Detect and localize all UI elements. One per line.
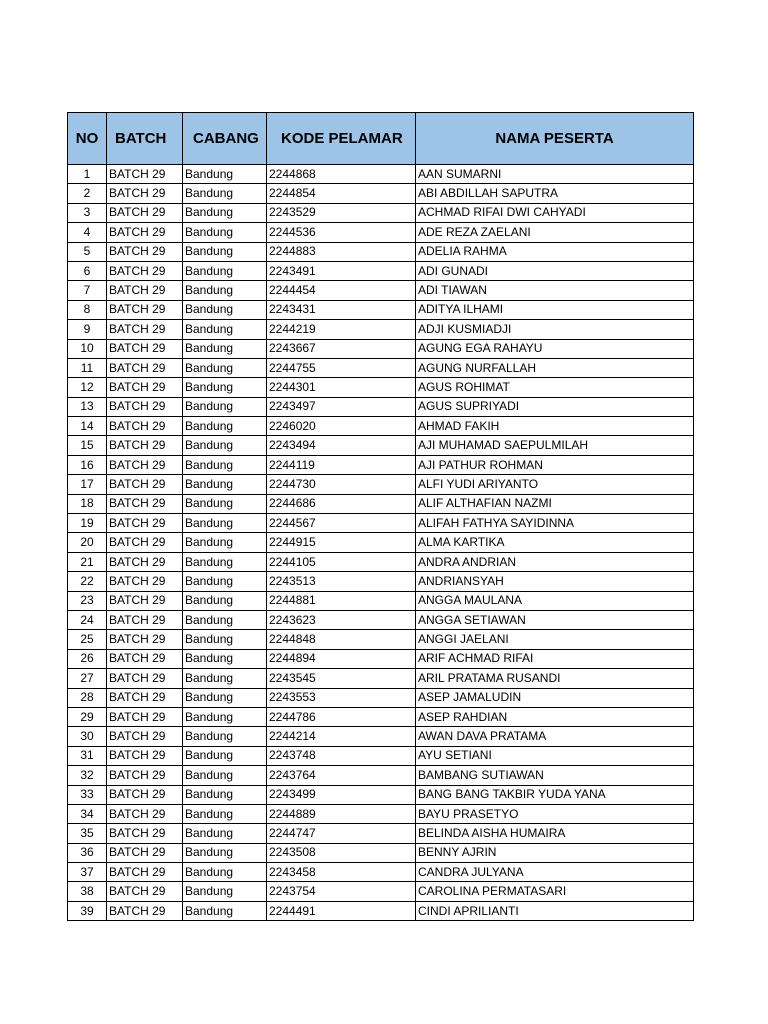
cell-no: 5 <box>68 242 107 261</box>
cell-kode-pelamar: 2244686 <box>267 494 416 513</box>
cell-no: 11 <box>68 358 107 377</box>
cell-nama-peserta: AJI MUHAMAD SAEPULMILAH <box>416 436 694 455</box>
cell-no: 20 <box>68 533 107 552</box>
cell-batch: BATCH 29 <box>107 766 183 785</box>
cell-no: 2 <box>68 184 107 203</box>
table-row <box>68 824 694 843</box>
cell-kode-pelamar: 2244454 <box>267 281 416 300</box>
cell-cabang: Bandung <box>183 572 267 591</box>
cell-cabang: Bandung <box>183 514 267 533</box>
cell-batch: BATCH 29 <box>107 901 183 920</box>
cell-cabang: Bandung <box>183 378 267 397</box>
cell-cabang: Bandung <box>183 417 267 436</box>
cell-nama-peserta: ADE REZA ZAELANI <box>416 223 694 242</box>
table-row <box>68 630 694 649</box>
cell-kode-pelamar: 2244301 <box>267 378 416 397</box>
cell-nama-peserta: BELINDA AISHA HUMAIRA <box>416 824 694 843</box>
cell-batch: BATCH 29 <box>107 184 183 203</box>
header-cabang: CABANG <box>183 113 267 165</box>
table-row <box>68 552 694 571</box>
cell-batch: BATCH 29 <box>107 223 183 242</box>
table-row <box>68 417 694 436</box>
cell-nama-peserta: ANDRA ANDRIAN <box>416 552 694 571</box>
cell-cabang: Bandung <box>183 630 267 649</box>
cell-kode-pelamar: 2243494 <box>267 436 416 455</box>
cell-no: 1 <box>68 165 107 184</box>
cell-cabang: Bandung <box>183 436 267 455</box>
cell-kode-pelamar: 2244730 <box>267 475 416 494</box>
table-row <box>68 591 694 610</box>
cell-cabang: Bandung <box>183 203 267 222</box>
cell-nama-peserta: CANDRA JULYANA <box>416 863 694 882</box>
cell-no: 7 <box>68 281 107 300</box>
cell-kode-pelamar: 2243553 <box>267 688 416 707</box>
cell-kode-pelamar: 2243764 <box>267 766 416 785</box>
cell-batch: BATCH 29 <box>107 300 183 319</box>
cell-batch: BATCH 29 <box>107 533 183 552</box>
cell-kode-pelamar: 2244786 <box>267 707 416 726</box>
table-row <box>68 843 694 862</box>
cell-no: 14 <box>68 417 107 436</box>
cell-nama-peserta: ADI TIAWAN <box>416 281 694 300</box>
table-row <box>68 455 694 474</box>
cell-cabang: Bandung <box>183 242 267 261</box>
cell-no: 29 <box>68 707 107 726</box>
cell-cabang: Bandung <box>183 766 267 785</box>
table-row <box>68 475 694 494</box>
cell-cabang: Bandung <box>183 475 267 494</box>
cell-cabang: Bandung <box>183 707 267 726</box>
cell-batch: BATCH 29 <box>107 572 183 591</box>
cell-kode-pelamar: 2244889 <box>267 804 416 823</box>
cell-cabang: Bandung <box>183 552 267 571</box>
cell-batch: BATCH 29 <box>107 203 183 222</box>
cell-batch: BATCH 29 <box>107 417 183 436</box>
cell-kode-pelamar: 2244105 <box>267 552 416 571</box>
cell-no: 22 <box>68 572 107 591</box>
cell-kode-pelamar: 2244755 <box>267 358 416 377</box>
table-row <box>68 397 694 416</box>
table-row <box>68 610 694 629</box>
cell-nama-peserta: ABI ABDILLAH SAPUTRA <box>416 184 694 203</box>
cell-no: 28 <box>68 688 107 707</box>
cell-nama-peserta: ALFI YUDI ARIYANTO <box>416 475 694 494</box>
table-row <box>68 804 694 823</box>
cell-nama-peserta: BENNY AJRIN <box>416 843 694 862</box>
cell-no: 32 <box>68 766 107 785</box>
cell-kode-pelamar: 2244536 <box>267 223 416 242</box>
cell-cabang: Bandung <box>183 785 267 804</box>
table-body <box>68 165 694 921</box>
cell-batch: BATCH 29 <box>107 320 183 339</box>
cell-no: 37 <box>68 863 107 882</box>
cell-nama-peserta: AHMAD FAKIH <box>416 417 694 436</box>
cell-kode-pelamar: 2243431 <box>267 300 416 319</box>
header-batch: BATCH <box>107 113 183 165</box>
cell-batch: BATCH 29 <box>107 378 183 397</box>
cell-no: 25 <box>68 630 107 649</box>
header-nama-peserta: NAMA PESERTA <box>416 113 694 165</box>
cell-cabang: Bandung <box>183 863 267 882</box>
cell-batch: BATCH 29 <box>107 475 183 494</box>
cell-nama-peserta: ALIFAH FATHYA SAYIDINNA <box>416 514 694 533</box>
cell-no: 21 <box>68 552 107 571</box>
table-row <box>68 649 694 668</box>
table-row <box>68 766 694 785</box>
cell-no: 3 <box>68 203 107 222</box>
table-row <box>68 572 694 591</box>
table-row <box>68 785 694 804</box>
cell-cabang: Bandung <box>183 688 267 707</box>
cell-batch: BATCH 29 <box>107 591 183 610</box>
cell-batch: BATCH 29 <box>107 688 183 707</box>
cell-no: 34 <box>68 804 107 823</box>
cell-batch: BATCH 29 <box>107 261 183 280</box>
cell-kode-pelamar: 2246020 <box>267 417 416 436</box>
cell-batch: BATCH 29 <box>107 436 183 455</box>
cell-batch: BATCH 29 <box>107 514 183 533</box>
cell-batch: BATCH 29 <box>107 339 183 358</box>
table-row <box>68 320 694 339</box>
cell-kode-pelamar: 2243545 <box>267 669 416 688</box>
cell-kode-pelamar: 2244915 <box>267 533 416 552</box>
cell-kode-pelamar: 2244881 <box>267 591 416 610</box>
cell-nama-peserta: BANG BANG TAKBIR YUDA YANA <box>416 785 694 804</box>
table-row <box>68 165 694 184</box>
table-row <box>68 339 694 358</box>
table-row <box>68 863 694 882</box>
cell-kode-pelamar: 2243508 <box>267 843 416 862</box>
cell-batch: BATCH 29 <box>107 552 183 571</box>
cell-cabang: Bandung <box>183 843 267 862</box>
cell-batch: BATCH 29 <box>107 882 183 901</box>
cell-batch: BATCH 29 <box>107 785 183 804</box>
cell-cabang: Bandung <box>183 746 267 765</box>
cell-batch: BATCH 29 <box>107 630 183 649</box>
table-header-row <box>68 113 694 165</box>
cell-kode-pelamar: 2244868 <box>267 165 416 184</box>
cell-nama-peserta: ANGGA SETIAWAN <box>416 610 694 629</box>
table-row <box>68 707 694 726</box>
cell-batch: BATCH 29 <box>107 746 183 765</box>
cell-cabang: Bandung <box>183 669 267 688</box>
cell-no: 18 <box>68 494 107 513</box>
cell-kode-pelamar: 2243499 <box>267 785 416 804</box>
cell-kode-pelamar: 2244883 <box>267 242 416 261</box>
cell-no: 38 <box>68 882 107 901</box>
cell-cabang: Bandung <box>183 901 267 920</box>
cell-kode-pelamar: 2244848 <box>267 630 416 649</box>
cell-kode-pelamar: 2243529 <box>267 203 416 222</box>
cell-nama-peserta: ARIL PRATAMA RUSANDI <box>416 669 694 688</box>
cell-kode-pelamar: 2244219 <box>267 320 416 339</box>
cell-kode-pelamar: 2244854 <box>267 184 416 203</box>
cell-no: 6 <box>68 261 107 280</box>
cell-cabang: Bandung <box>183 824 267 843</box>
cell-kode-pelamar: 2243754 <box>267 882 416 901</box>
cell-batch: BATCH 29 <box>107 242 183 261</box>
cell-nama-peserta: CINDI APRILIANTI <box>416 901 694 920</box>
cell-kode-pelamar: 2243667 <box>267 339 416 358</box>
cell-no: 26 <box>68 649 107 668</box>
table-row <box>68 378 694 397</box>
table-row <box>68 358 694 377</box>
cell-batch: BATCH 29 <box>107 824 183 843</box>
table-row <box>68 300 694 319</box>
cell-nama-peserta: AYU SETIANI <box>416 746 694 765</box>
cell-cabang: Bandung <box>183 320 267 339</box>
cell-no: 39 <box>68 901 107 920</box>
table-row <box>68 494 694 513</box>
cell-nama-peserta: AGUS ROHIMAT <box>416 378 694 397</box>
cell-kode-pelamar: 2243491 <box>267 261 416 280</box>
cell-no: 30 <box>68 727 107 746</box>
cell-batch: BATCH 29 <box>107 281 183 300</box>
participant-table <box>67 112 694 921</box>
cell-batch: BATCH 29 <box>107 669 183 688</box>
cell-no: 27 <box>68 669 107 688</box>
cell-batch: BATCH 29 <box>107 610 183 629</box>
cell-cabang: Bandung <box>183 533 267 552</box>
cell-no: 24 <box>68 610 107 629</box>
cell-cabang: Bandung <box>183 261 267 280</box>
cell-no: 35 <box>68 824 107 843</box>
cell-cabang: Bandung <box>183 184 267 203</box>
cell-nama-peserta: ADJI KUSMIADJI <box>416 320 694 339</box>
cell-kode-pelamar: 2243458 <box>267 863 416 882</box>
cell-batch: BATCH 29 <box>107 165 183 184</box>
cell-cabang: Bandung <box>183 727 267 746</box>
cell-kode-pelamar: 2244491 <box>267 901 416 920</box>
cell-kode-pelamar: 2244119 <box>267 455 416 474</box>
table-row <box>68 281 694 300</box>
table-row <box>68 184 694 203</box>
cell-batch: BATCH 29 <box>107 707 183 726</box>
table-row <box>68 223 694 242</box>
table-row <box>68 436 694 455</box>
cell-nama-peserta: BAYU PRASETYO <box>416 804 694 823</box>
table-row <box>68 261 694 280</box>
table-row <box>68 882 694 901</box>
cell-nama-peserta: ALIF ALTHAFIAN NAZMI <box>416 494 694 513</box>
cell-nama-peserta: ADITYA ILHAMI <box>416 300 694 319</box>
cell-nama-peserta: ADI GUNADI <box>416 261 694 280</box>
cell-cabang: Bandung <box>183 358 267 377</box>
cell-nama-peserta: BAMBANG SUTIAWAN <box>416 766 694 785</box>
header-kode-pelamar: KODE PELAMAR <box>267 113 416 165</box>
cell-nama-peserta: ASEP RAHDIAN <box>416 707 694 726</box>
cell-no: 8 <box>68 300 107 319</box>
cell-batch: BATCH 29 <box>107 843 183 862</box>
cell-cabang: Bandung <box>183 591 267 610</box>
cell-cabang: Bandung <box>183 610 267 629</box>
cell-nama-peserta: AAN SUMARNI <box>416 165 694 184</box>
cell-no: 23 <box>68 591 107 610</box>
cell-nama-peserta: AGUNG EGA RAHAYU <box>416 339 694 358</box>
table-row <box>68 746 694 765</box>
cell-cabang: Bandung <box>183 300 267 319</box>
cell-no: 17 <box>68 475 107 494</box>
table-row <box>68 514 694 533</box>
cell-cabang: Bandung <box>183 223 267 242</box>
cell-batch: BATCH 29 <box>107 455 183 474</box>
cell-nama-peserta: ASEP JAMALUDIN <box>416 688 694 707</box>
cell-nama-peserta: ARIF ACHMAD RIFAI <box>416 649 694 668</box>
table-row <box>68 901 694 920</box>
cell-no: 36 <box>68 843 107 862</box>
cell-no: 31 <box>68 746 107 765</box>
cell-kode-pelamar: 2243497 <box>267 397 416 416</box>
cell-nama-peserta: AGUS SUPRIYADI <box>416 397 694 416</box>
table-row <box>68 688 694 707</box>
cell-cabang: Bandung <box>183 882 267 901</box>
cell-kode-pelamar: 2244214 <box>267 727 416 746</box>
cell-no: 9 <box>68 320 107 339</box>
cell-kode-pelamar: 2243513 <box>267 572 416 591</box>
cell-nama-peserta: ADELIA RAHMA <box>416 242 694 261</box>
cell-no: 4 <box>68 223 107 242</box>
cell-kode-pelamar: 2243748 <box>267 746 416 765</box>
table-row <box>68 203 694 222</box>
table-row <box>68 242 694 261</box>
cell-no: 12 <box>68 378 107 397</box>
cell-cabang: Bandung <box>183 281 267 300</box>
cell-kode-pelamar: 2244567 <box>267 514 416 533</box>
cell-cabang: Bandung <box>183 804 267 823</box>
cell-batch: BATCH 29 <box>107 494 183 513</box>
cell-nama-peserta: AJI PATHUR ROHMAN <box>416 455 694 474</box>
cell-nama-peserta: ACHMAD RIFAI DWI CAHYADI <box>416 203 694 222</box>
cell-no: 16 <box>68 455 107 474</box>
cell-no: 15 <box>68 436 107 455</box>
cell-batch: BATCH 29 <box>107 649 183 668</box>
cell-cabang: Bandung <box>183 339 267 358</box>
cell-nama-peserta: CAROLINA PERMATASARI <box>416 882 694 901</box>
cell-kode-pelamar: 2244894 <box>267 649 416 668</box>
cell-no: 19 <box>68 514 107 533</box>
cell-nama-peserta: ANGGA MAULANA <box>416 591 694 610</box>
cell-nama-peserta: ANGGI JAELANI <box>416 630 694 649</box>
cell-no: 13 <box>68 397 107 416</box>
cell-cabang: Bandung <box>183 649 267 668</box>
cell-kode-pelamar: 2243623 <box>267 610 416 629</box>
cell-nama-peserta: AWAN DAVA PRATAMA <box>416 727 694 746</box>
cell-cabang: Bandung <box>183 397 267 416</box>
cell-kode-pelamar: 2244747 <box>267 824 416 843</box>
cell-nama-peserta: ANDRIANSYAH <box>416 572 694 591</box>
header-no: NO <box>68 113 107 165</box>
cell-batch: BATCH 29 <box>107 804 183 823</box>
cell-nama-peserta: ALMA KARTIKA <box>416 533 694 552</box>
cell-cabang: Bandung <box>183 165 267 184</box>
table-row <box>68 533 694 552</box>
cell-no: 10 <box>68 339 107 358</box>
table-row <box>68 669 694 688</box>
cell-batch: BATCH 29 <box>107 863 183 882</box>
cell-cabang: Bandung <box>183 455 267 474</box>
cell-batch: BATCH 29 <box>107 727 183 746</box>
cell-no: 33 <box>68 785 107 804</box>
cell-batch: BATCH 29 <box>107 358 183 377</box>
cell-cabang: Bandung <box>183 494 267 513</box>
cell-batch: BATCH 29 <box>107 397 183 416</box>
table-row <box>68 727 694 746</box>
cell-nama-peserta: AGUNG NURFALLAH <box>416 358 694 377</box>
